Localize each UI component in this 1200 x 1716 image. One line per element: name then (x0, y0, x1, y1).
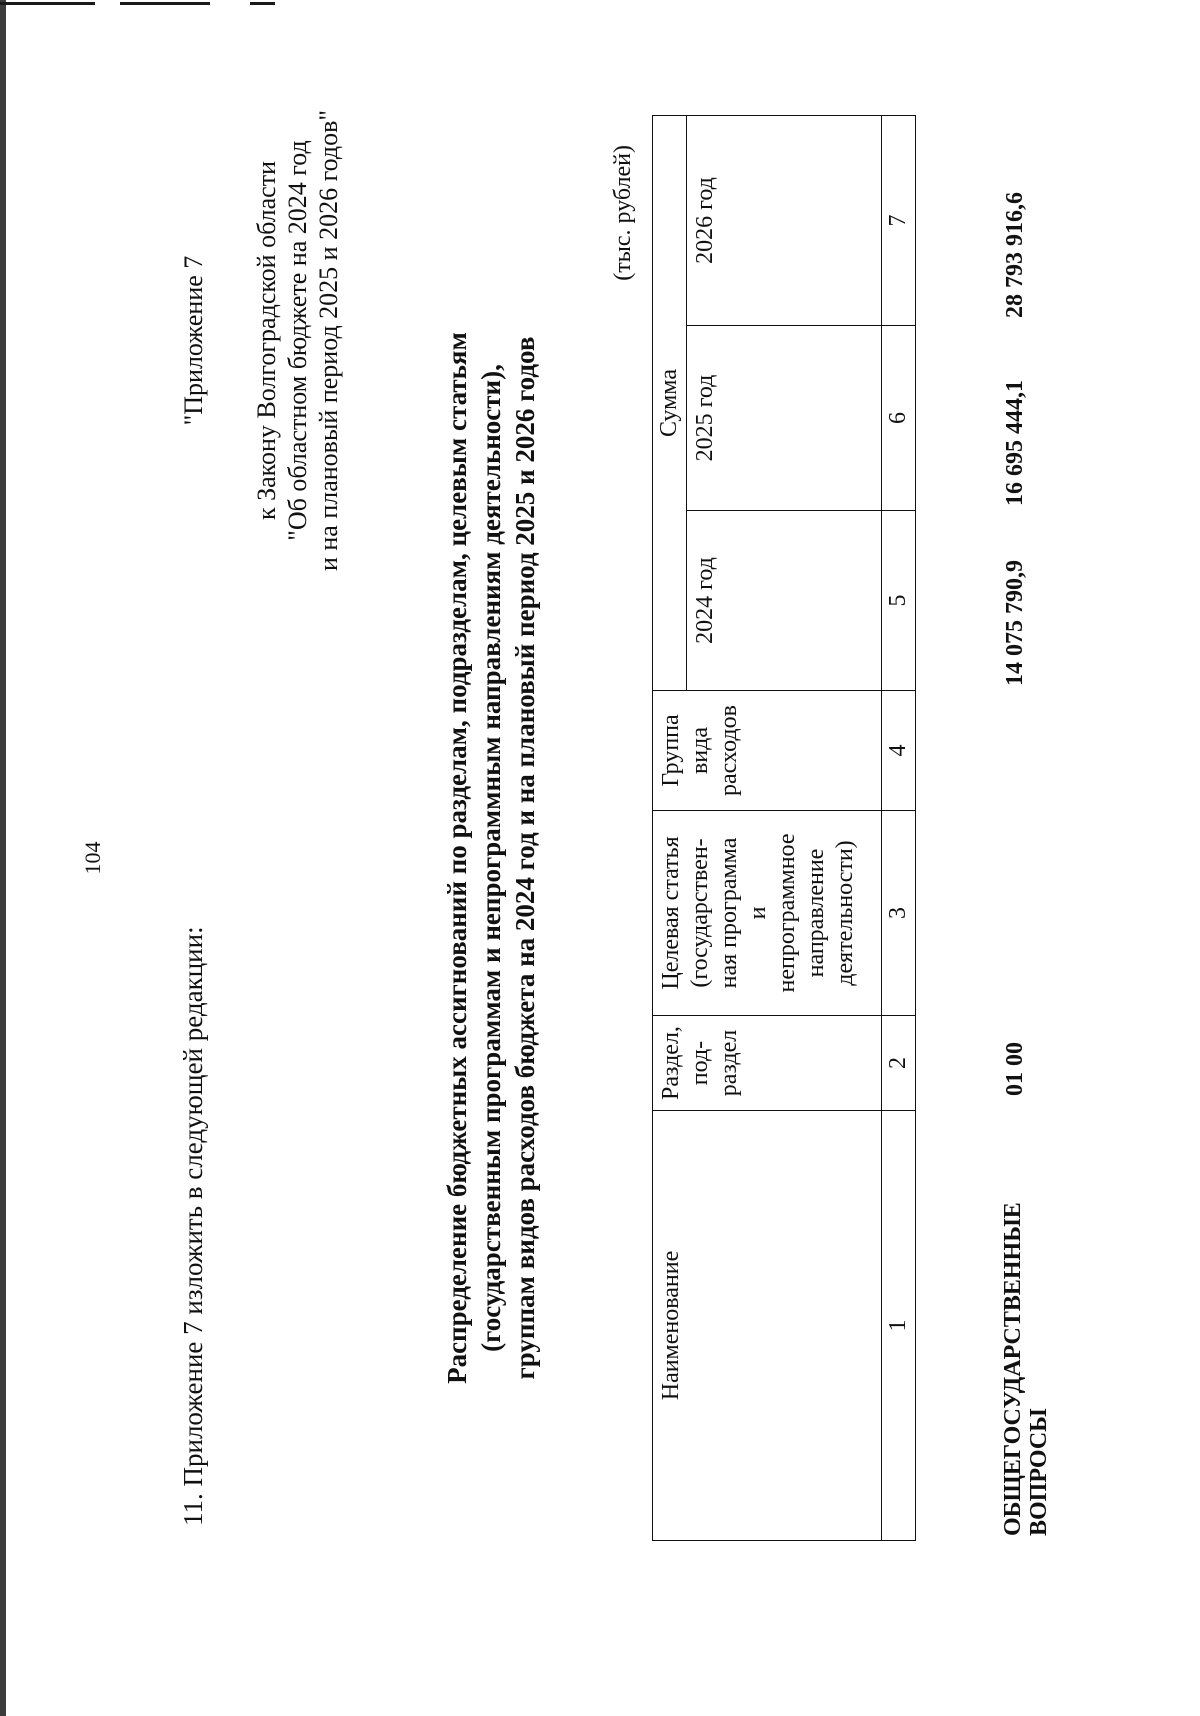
appendix-reference (178, 110, 344, 571)
appendix-label: "Приложение 7 (179, 255, 208, 426)
row-2025: 16 695 444,1 (1002, 380, 1028, 506)
column-number: 7 (882, 115, 916, 325)
header-text: деятельности) (832, 840, 858, 986)
header-year-2025: 2025 год (687, 326, 882, 511)
column-number-row (882, 115, 916, 1540)
header-text: Раздел, (658, 1026, 684, 1100)
appendix-line: "Об областном бюджете на 2024 год (283, 140, 312, 541)
header-sum: Сумма (653, 115, 687, 690)
header-text: направление (803, 848, 829, 978)
header-name: Наименование (653, 1111, 882, 1541)
table-header-row (653, 115, 687, 1540)
column-number: 5 (882, 511, 916, 691)
appendix-line: к Закону Волгоградской области (252, 161, 281, 521)
row-section: 01 00 (1002, 1042, 1028, 1096)
document-title (440, 0, 542, 1716)
header-text: раздел (716, 1029, 742, 1097)
column-number: 1 (882, 1111, 916, 1541)
header-year-2024: 2024 год (687, 511, 882, 691)
page-number: 104 (80, 841, 105, 875)
header-group (653, 691, 882, 811)
header-text: расходов (716, 705, 742, 796)
header-text: вида (687, 726, 713, 775)
header-text: ная программа (716, 837, 742, 989)
title-line: группам видов расходов бюджета на 2024 год и на плановый период 2025 и 2026 годов (510, 336, 540, 1380)
column-number: 2 (882, 1016, 916, 1111)
row-name: ОБЩЕГОСУДАРСТВЕННЫЕ ВОПРОСЫ (1000, 1202, 1052, 1536)
appendix-line: и на плановый период 2025 и 2026 годов" (314, 110, 343, 572)
header-text: Целевая статья (658, 836, 684, 990)
header-section (653, 1016, 882, 1111)
header-text: Группа (658, 714, 684, 787)
budget-table (652, 115, 916, 1541)
column-number: 3 (882, 811, 916, 1016)
column-number: 4 (882, 691, 916, 811)
header-text: непрограммное (774, 833, 800, 993)
header-text: под- (687, 1040, 713, 1086)
title-line: (государственным программам и непрограммным направлениям деятельности), (476, 364, 506, 1352)
row-2024: 14 075 790,9 (1002, 560, 1028, 686)
title-line: Распределение бюджетных ассигнований по разделам, подразделам, целевым статьям (442, 332, 472, 1384)
row-2026: 28 793 916,6 (1002, 192, 1028, 318)
header-target (653, 811, 882, 1016)
units-label: (тыс. рублей) (610, 145, 636, 281)
header-year-2026: 2026 год (687, 115, 882, 325)
header-text: (государствен- (687, 838, 713, 988)
header-text: и (745, 906, 771, 920)
intro-text: 11. Приложение 7 изложить в следующей редакции: (178, 926, 208, 1526)
column-number: 6 (882, 326, 916, 511)
